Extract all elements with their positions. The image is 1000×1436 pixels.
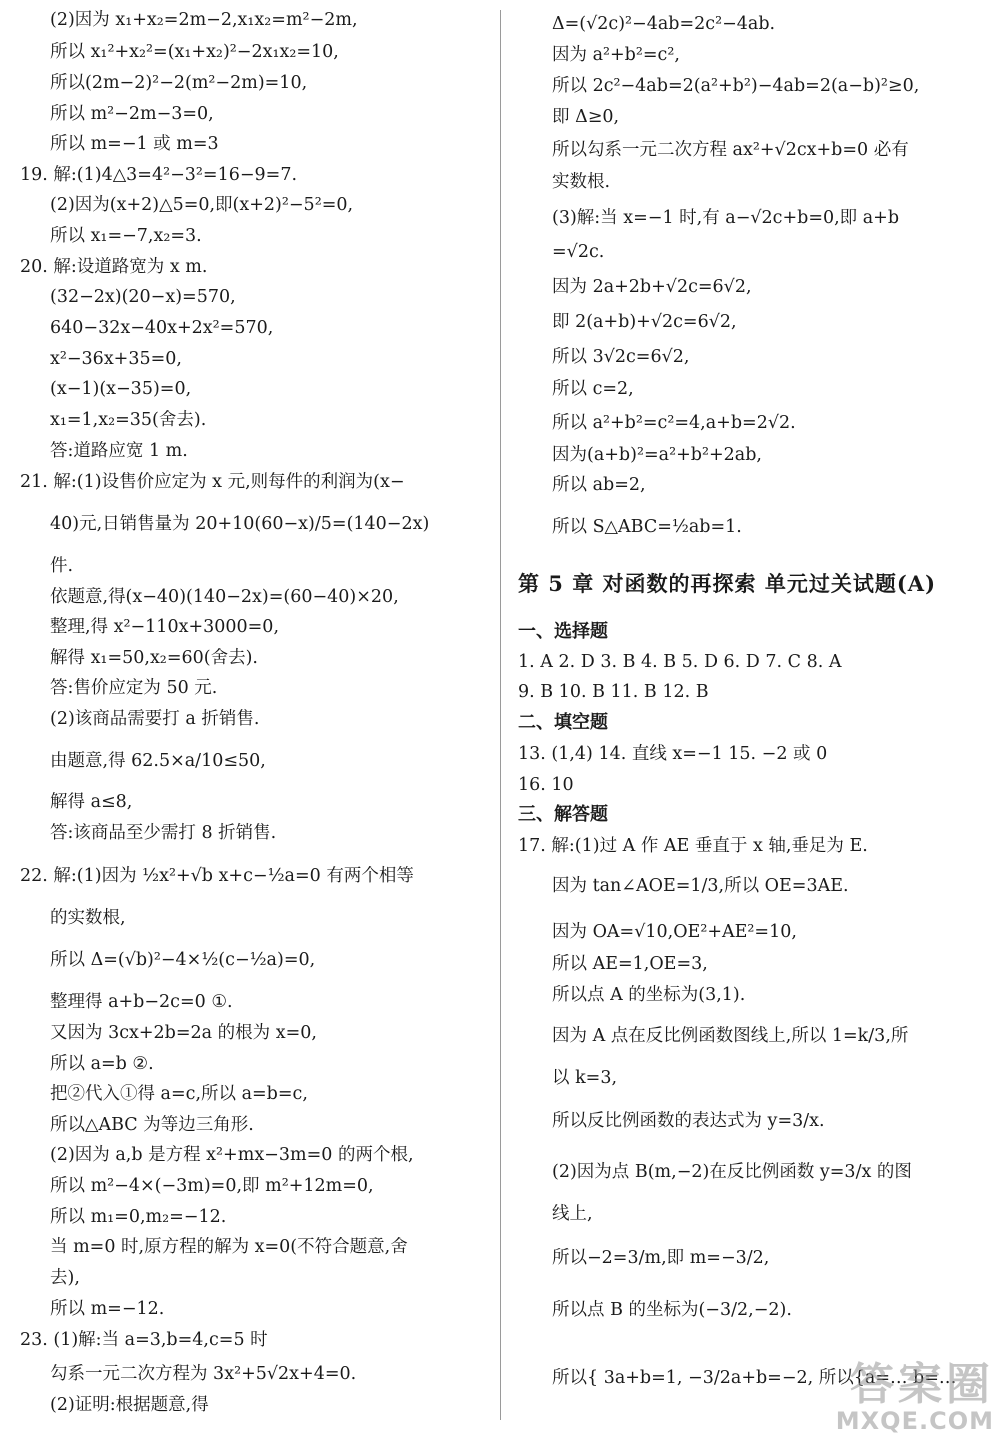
text-line: 所以 m₁=0,m₂=−12. [50,1207,227,1227]
text-line: 所以 m=−1 或 m=3 [50,134,219,154]
text-line: 9. B 10. B 11. B 12. B [518,682,709,702]
text-line: 当 m=0 时,原方程的解为 x=0(不符合题意,舍 [50,1237,408,1257]
text-line: (2)证明:根据题意,得 [50,1395,209,1415]
text-line: 所以 AE=1,OE=3, [552,954,708,974]
text-line: (2)因为 x₁+x₂=2m−2,x₁x₂=m²−2m, [50,10,358,30]
text-line: (2)该商品需要打 a 折销售. [50,709,260,729]
text-line: 所以 Δ=(√b)²−4×½(c−½a)=0, [50,950,316,970]
text-line: 19. 解:(1)4△3=4²−3²=16−9=7. [20,165,298,185]
text-line: 所以 S△ABC=½ab=1. [552,517,742,537]
section-heading: 三、解答题 [518,804,608,825]
text-line: (32−2x)(20−x)=570, [50,287,236,307]
text-line: 40)元,日销售量为 20+10(60−x)/5=(140−2x) [50,514,430,534]
text-line: 1. A 2. D 3. B 4. B 5. D 6. D 7. C 8. A [518,652,842,672]
text-line: 因为 tan∠AOE=1/3,所以 OE=3AE. [552,876,849,896]
text-line: x₁=1,x₂=35(舍去). [50,410,207,430]
text-line: 20. 解:设道路宽为 x m. [20,257,208,277]
text-line: 所以−2=3/m,即 m=−3/2, [552,1248,770,1268]
chapter-heading: 第 5 章 对函数的再探索 单元过关试题(A) [518,571,937,596]
text-line: 线上, [552,1204,593,1224]
text-line: 所以 m=−12. [50,1299,165,1319]
text-line: 所以 ab=2, [552,475,646,495]
text-line: =√2c. [552,242,605,262]
text-line: (x−1)(x−35)=0, [50,379,192,399]
text-line: 答:该商品至少需打 8 折销售. [50,823,277,843]
text-line: x²−36x+35=0, [50,349,182,369]
text-line: 640−32x−40x+2x²=570, [50,318,274,338]
text-line: 解得 a≤8, [50,792,133,812]
text-line: 17. 解:(1)过 A 作 AE 垂直于 x 轴,垂足为 E. [518,836,868,856]
text-line: 16. 10 [518,775,574,795]
text-line: 13. (1,4) 14. 直线 x=−1 15. −2 或 0 [518,744,828,764]
text-line: 因为 OA=√10,OE²+AE²=10, [552,922,797,942]
text-line: Δ=(√2c)²−4ab=2c²−4ab. [552,14,776,34]
text-line: 所以 a²+b²=c²=4,a+b=2√2. [552,413,796,433]
text-line: 因为 A 点在反比例函数图线上,所以 1=k/3,所 [552,1026,909,1046]
text-line: 整理得 a+b−2c=0 ①. [50,992,233,1012]
watermark-logo-text: 答案圈 [850,1359,994,1410]
text-line: 所以{ 3a+b=1, −3/2a+b=−2, 所以{a=… b=… [552,1368,957,1388]
text-line: (2)因为 a,b 是方程 x²+mx−3m=0 的两个根, [50,1145,414,1165]
text-line: 勾系一元二次方程为 3x²+5√2x+4=0. [50,1364,357,1384]
text-line: 所以点 B 的坐标为(−3/2,−2). [552,1300,792,1320]
watermark [835,1359,994,1435]
text-line: (2)因为(x+2)△5=0,即(x+2)²−5²=0, [50,195,354,215]
text-line: 21. 解:(1)设售价应定为 x 元,则每件的利润为(x− [20,472,405,492]
text-line: 所以 m²−4×(−3m)=0,即 m²+12m=0, [50,1176,374,1196]
text-line: 件. [50,556,74,576]
text-line: 依题意,得(x−40)(140−2x)=(60−40)×20, [50,587,399,607]
text-line: 即 2(a+b)+√2c=6√2, [552,312,737,332]
text-line: 即 Δ≥0, [552,107,620,127]
text-line: 又因为 3cx+2b=2a 的根为 x=0, [50,1023,317,1043]
text-line: (3)解:当 x=−1 时,有 a−√2c+b=0,即 a+b [552,208,900,228]
text-line: 所以(2m−2)²−2(m²−2m)=10, [50,73,308,93]
watermark-url: MXQE.COM [835,1407,994,1435]
text-line: 解得 x₁=50,x₂=60(舍去). [50,648,258,668]
text-line: 22. 解:(1)因为 ½x²+√b x+c−½a=0 有两个相等 [20,866,414,886]
text-line: 所以勾系一元二次方程 ax²+√2cx+b=0 必有 [552,140,909,160]
text-line: (2)因为点 B(m,−2)在反比例函数 y=3/x 的图 [552,1162,912,1182]
text-line: 由题意,得 62.5×a/10≤50, [50,751,266,771]
text-line: 整理,得 x²−110x+3000=0, [50,617,280,637]
text-line: 以 k=3, [552,1068,618,1088]
section-heading: 一、选择题 [518,621,608,642]
column-divider [500,10,501,1420]
text-line: 所以 3√2c=6√2, [552,347,690,367]
text-line: 23. (1)解:当 a=3,b=4,c=5 时 [20,1330,268,1350]
text-line: 所以 x₁²+x₂²=(x₁+x₂)²−2x₁x₂=10, [50,42,339,62]
text-line: 所以 c=2, [552,379,634,399]
text-line: 把②代入①得 a=c,所以 a=b=c, [50,1084,308,1104]
text-line: 因为 a²+b²=c², [552,45,680,65]
text-line: 所以点 A 的坐标为(3,1). [552,985,746,1005]
text-line: 因为 2a+2b+√2c=6√2, [552,277,752,297]
text-line: 所以 a=b ②. [50,1054,154,1074]
section-heading: 二、填空题 [518,712,608,733]
text-line: 所以 2c²−4ab=2(a²+b²)−4ab=2(a−b)²≥0, [552,76,920,96]
text-line: 所以 m²−2m−3=0, [50,104,214,124]
text-line: 所以反比例函数的表达式为 y=3/x. [552,1111,825,1131]
text-line: 答:售价应定为 50 元. [50,678,218,698]
text-line: 答:道路应宽 1 m. [50,441,188,461]
text-line: 所以 x₁=−7,x₂=3. [50,226,202,246]
text-line: 因为(a+b)²=a²+b²+2ab, [552,445,762,465]
text-line: 的实数根, [50,908,126,928]
text-line: 所以△ABC 为等边三角形. [50,1115,254,1135]
text-line: 去), [50,1268,80,1288]
text-line: 实数根. [552,172,611,192]
